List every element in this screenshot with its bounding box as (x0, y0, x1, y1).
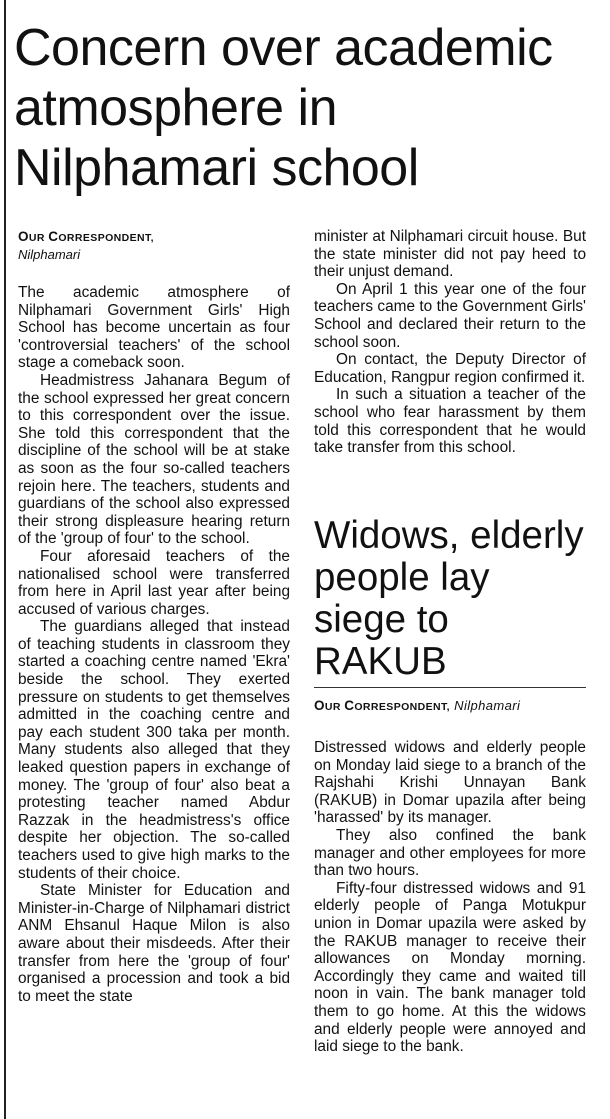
byline-place-story2: Nilphamari (454, 698, 521, 713)
headline-rule (314, 687, 586, 688)
story1-paragraph: State Minister for Education and Minister-in-Charge of Nilphamari district ANM Ehsanul Haque Milon is also aware about their misdeeds. After their transfer from here the 'group of four' organised a procession and took a bid to meet the state (18, 882, 290, 1005)
story2-column (314, 739, 586, 1056)
headline-widows-rakub: Widows, elderly people lay siege to RAKUB (314, 514, 584, 683)
byline-place-story1: Nilphamari (18, 247, 81, 262)
story1-paragraph: The academic atmosphere of Nilphamari Government Girls' High School has become uncertain as four 'controversial teachers' of the school stage a comeback soon. (18, 284, 290, 372)
story2-paragraph: Fifty-four distressed widows and 91 elderly people of Panga Motukpur union in Domar upazila were asked by the RAKUB manager to receive their allowances on Monday morning. Accordingly they came and waited till noon in vain. The bank manager told them to go home. At this the widows and elderly people were annoyed and laid siege to the bank. (314, 879, 586, 1056)
story1-paragraph: Four aforesaid teachers of the nationalised school were transferred from here in April last year after being accused of various charges. (18, 547, 290, 618)
story1-column-2 (314, 228, 586, 457)
story1-paragraph: On April 1 this year one of the four teachers came to the Government Girls' School and declared their return to the school soon. (314, 280, 586, 351)
byline-story2: OUR CORRESPONDENT, Nilphamari (314, 698, 521, 713)
story1-paragraph: Headmistress Jahanara Begum of the school expressed her great concern to this correspondent over the issue. She told this correspondent that the discipline of the school will be at stake as soon as the four so-called teachers rejoin here. The teachers, students and guardians of the school also expressed their strong displeasure hearing return of the 'group of four' to the school. (18, 371, 290, 548)
story2-paragraph: They also confined the bank manager and other employees for more than two hours. (314, 826, 586, 880)
story1-paragraph: In such a situation a teacher of the school who fear harassment by them told this correspondent that he would take transfer from this school. (314, 386, 586, 457)
story1-paragraph: On contact, the Deputy Director of Education, Rangpur region confirmed it. (314, 351, 586, 386)
headline-academic-atmosphere: Concern over academic atmosphere in Nilphamari school (14, 19, 553, 197)
story1-paragraph: minister at Nilphamari circuit house. But the state minister did not pay heed to their unjust demand. (314, 228, 586, 281)
column-rule (4, 0, 6, 1119)
story2-paragraph: Distressed widows and elderly people on Monday laid siege to a branch of the Rajshahi Krishi Unnayan Bank (RAKUB) in Domar upazila after being 'harassed' by its manager. (314, 739, 586, 827)
story1-paragraph: The guardians alleged that instead of teaching students in classroom they started a coaching centre named 'Ekra' beside the school. They exerted pressure on students to get themselves admitted in the coaching centre and pay each student 300 taka per month. Many students also alleged that they leaked question papers in exchange of money. The 'group of four' also beat a protesting teacher named Abdur Razzak in the headmistress's office despite her objection. The so-called teachers used to give high marks to the students of their choice. (18, 618, 290, 882)
byline-story1: OUR CORRESPONDENT, (18, 229, 154, 244)
story1-column-1 (18, 284, 290, 1005)
